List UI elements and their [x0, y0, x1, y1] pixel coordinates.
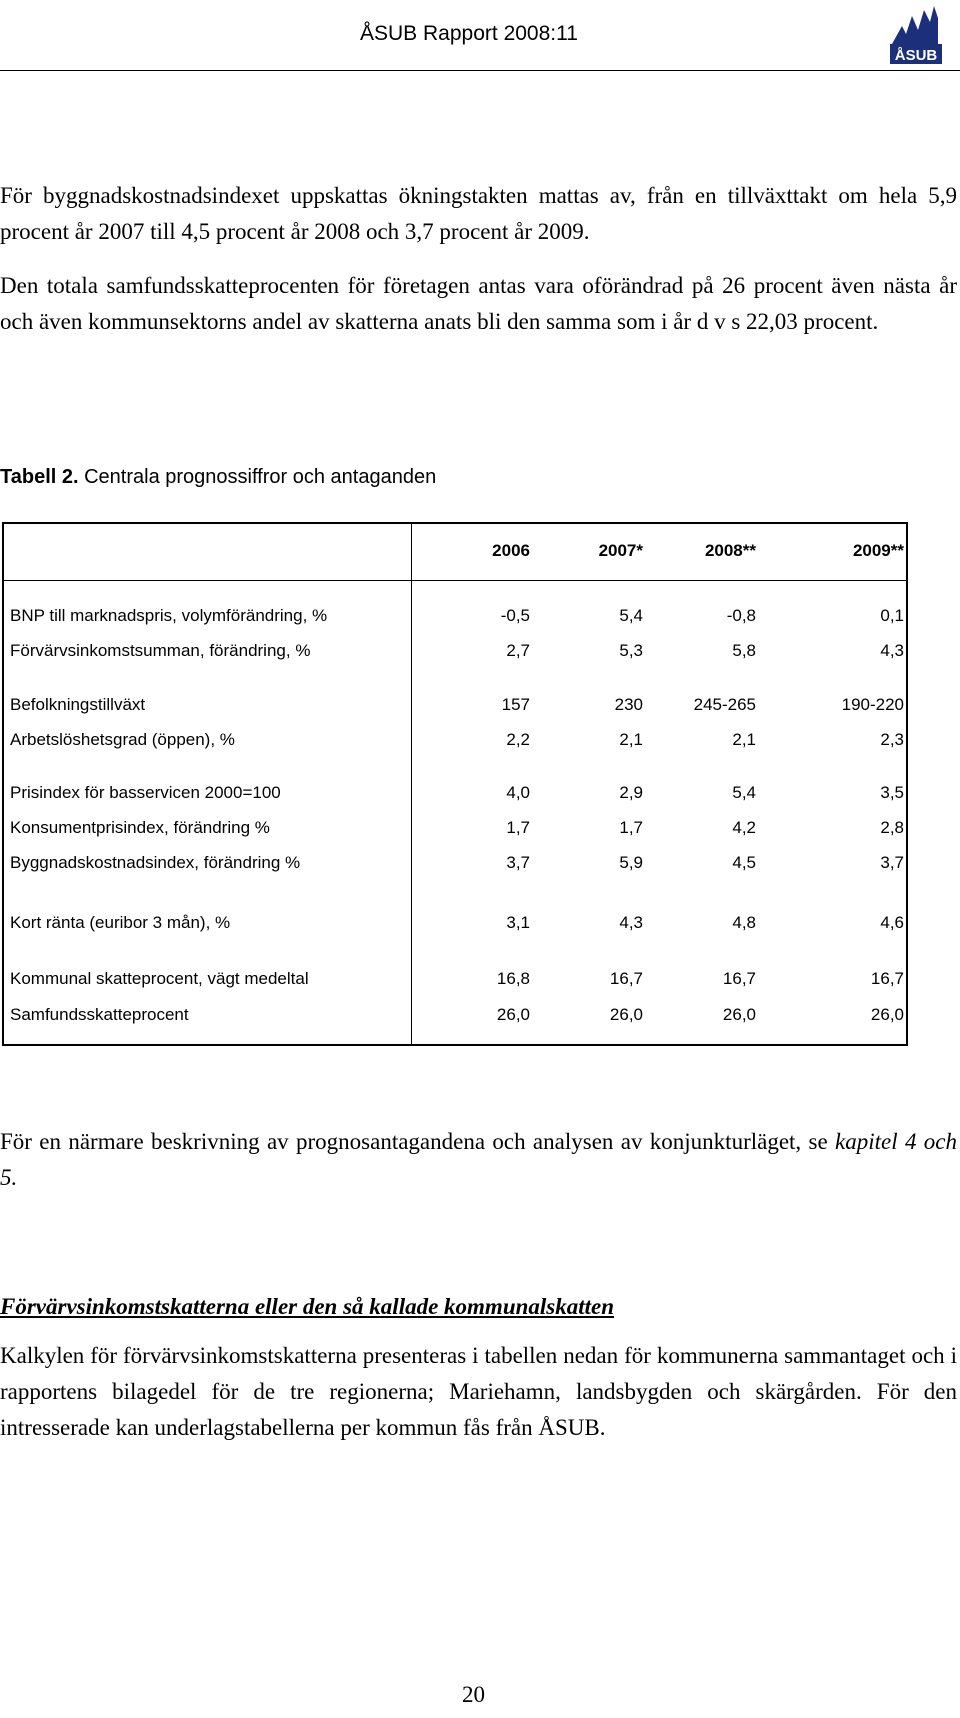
page-header — [0, 0, 960, 72]
table-caption-label: Tabell 2. — [0, 466, 79, 488]
table-cell: 3,5 — [880, 783, 904, 802]
table-cell: 2,1 — [619, 730, 643, 749]
table-cell: -0,8 — [726, 606, 756, 625]
table-cell: 245-265 — [693, 695, 756, 714]
table-cell: 2,1 — [732, 730, 756, 749]
row-label-population: Befolkningstillväxt — [10, 695, 146, 714]
table-column-divider — [411, 524, 412, 1044]
table-cell: -0,5 — [500, 606, 530, 625]
table-caption-text: Centrala prognossiffror och antaganden — [84, 466, 437, 488]
table-cell: 5,3 — [619, 641, 643, 660]
paragraph-further-reading — [0, 1124, 957, 1196]
row-label-gdp: BNP till marknadspris, volymförändring, % — [10, 606, 328, 625]
row-label-building-cost: Byggnadskostnadsindex, förändring % — [10, 853, 301, 872]
row-label-short-rate: Kort ränta (euribor 3 mån), % — [10, 913, 231, 932]
row-label-unemployment: Arbetslöshetsgrad (öppen), % — [10, 730, 235, 749]
report-title: ÅSUB Rapport 2008:11 — [360, 22, 578, 45]
paragraph-corporate-tax: Den totala samfundsskatteprocenten för företagen antas vara oförändrad på 26 procent även nästa år och även kommunsektorns andel av skatterna anats bli den samma som i år d v s 22,03 procent. — [0, 273, 957, 334]
table-cell: 4,6 — [880, 913, 904, 932]
table-cell: 2,8 — [880, 818, 904, 837]
table-cell: 230 — [614, 695, 643, 714]
table-cell: 4,3 — [880, 641, 904, 660]
table-cell: 1,7 — [619, 818, 643, 837]
table-cell: 16,7 — [870, 969, 904, 988]
table-cell: 3,1 — [506, 913, 530, 932]
table-cell: 4,8 — [732, 913, 756, 932]
table-cell: 5,4 — [619, 606, 643, 625]
table-cell: 26,0 — [496, 1005, 530, 1024]
section-heading: Förvärvsinkomstskatterna eller den så kallade kommunalskatten — [0, 1294, 615, 1319]
table-cell: 5,4 — [732, 783, 756, 802]
table-cell: 5,8 — [732, 641, 756, 660]
table-cell: 1,7 — [506, 818, 530, 837]
table-cell: 5,9 — [619, 853, 643, 872]
table-cell: 4,0 — [506, 783, 530, 802]
column-header-2008: 2008** — [704, 541, 756, 560]
row-label-price-index: Prisindex för basservicen 2000=100 — [10, 783, 281, 802]
logo-text: ÅSUB — [894, 47, 938, 64]
table-cell: 3,7 — [880, 853, 904, 872]
table-cell: 26,0 — [870, 1005, 904, 1024]
table-cell: 157 — [501, 695, 530, 714]
forecast-table — [2, 522, 908, 1046]
table-cell: 190-220 — [841, 695, 904, 714]
row-label-municipal-tax: Kommunal skatteprocent, vägt medeltal — [10, 969, 309, 988]
row-label-income-sum: Förvärvsinkomstsumman, förändring, % — [10, 641, 311, 660]
table-cell: 16,7 — [609, 969, 643, 988]
row-label-corporate-tax: Samfundsskatteprocent — [10, 1005, 189, 1024]
table-cell: 3,7 — [506, 853, 530, 872]
further-reading-text: För en närmare beskrivning av prognosantagandena och analysen av konjunkturläget, se — [0, 1129, 828, 1154]
table-cell: 2,7 — [506, 641, 530, 660]
table-cell: 4,3 — [619, 913, 643, 932]
paragraph-building-cost: För byggnadskostnadsindexet uppskattas ökningstakten mattas av, från en tillväxttakt om hela 5,9 procent år 2007 till 4,5 procent år 2008 och 3,7 procent år 2009. — [0, 183, 957, 244]
column-header-2007: 2007* — [598, 541, 643, 560]
paragraph-income-tax: Kalkylen för förvärvsinkomstskatterna presenteras i tabellen nedan för kommunerna sammantaget och i rapportens bilagedel för de tre regionerna; Mariehamn, landsbygden och skärgården. För den intresserade kan underlagstabellerna per kommun fås från ÅSUB. — [0, 1343, 957, 1440]
table-cell: 16,8 — [496, 969, 530, 988]
table-cell: 4,5 — [732, 853, 756, 872]
table-cell: 16,7 — [722, 969, 756, 988]
table-cell: 2,2 — [506, 730, 530, 749]
table-cell: 4,2 — [732, 818, 756, 837]
column-header-2009: 2009** — [852, 541, 904, 560]
table-cell: 2,9 — [619, 783, 643, 802]
row-label-cpi: Konsumentprisindex, förändring % — [10, 818, 270, 837]
chapter-reference: kapitel 4 och 5. — [0, 1129, 958, 1190]
table-cell: 26,0 — [609, 1005, 643, 1024]
table-cell: 26,0 — [722, 1005, 756, 1024]
table-cell: 2,3 — [880, 730, 904, 749]
asub-logo — [888, 4, 946, 66]
table-caption — [0, 466, 436, 489]
table-cell: 0,1 — [880, 606, 904, 625]
table-header-divider — [4, 580, 906, 581]
header-divider — [0, 70, 960, 71]
page-number: 20 — [462, 1682, 485, 1707]
column-header-2006: 2006 — [492, 541, 530, 560]
